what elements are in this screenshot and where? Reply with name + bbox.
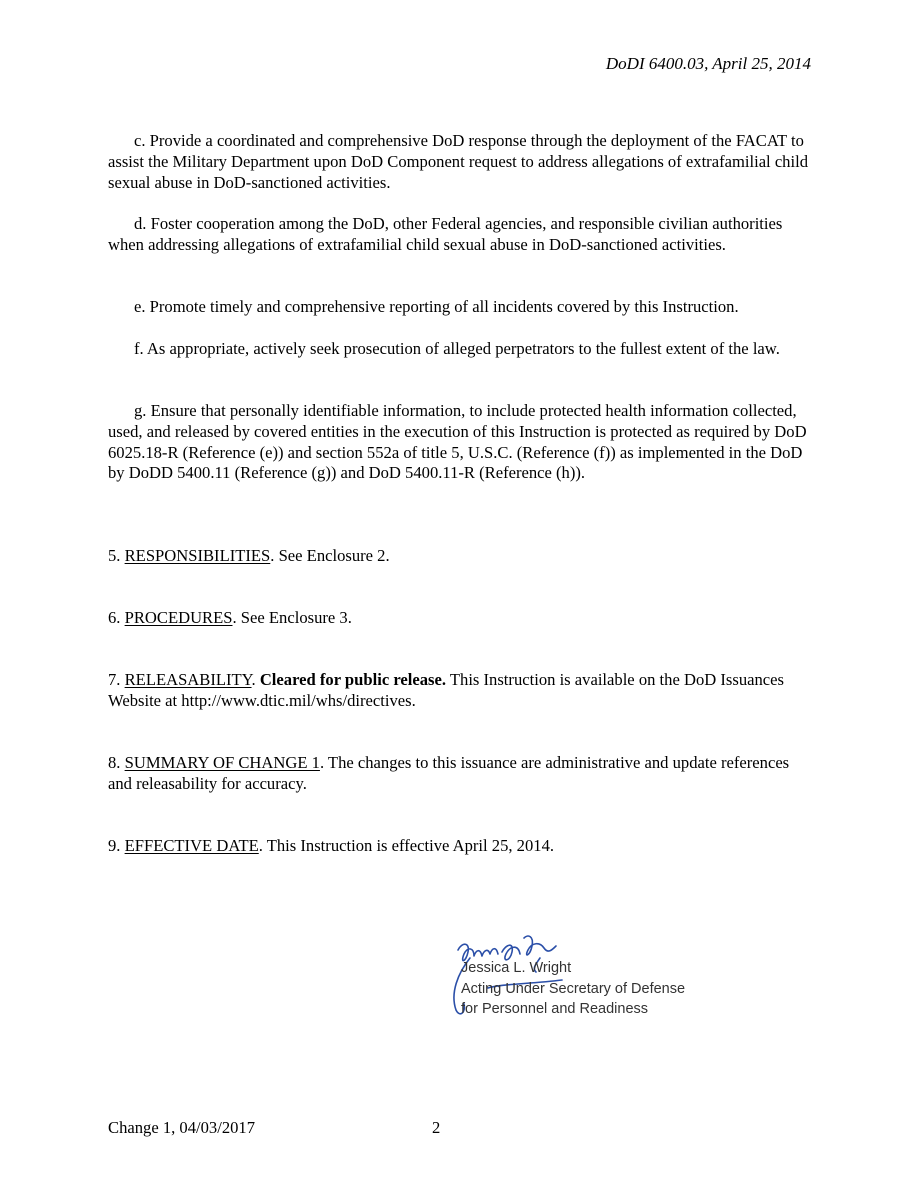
page-number: 2 [432, 1118, 441, 1137]
paragraph-f [108, 339, 812, 360]
section-8 [108, 753, 812, 795]
paragraph-g [108, 401, 812, 484]
section-6-number: 6. [108, 608, 121, 627]
section-8-text: . The changes to this issuance are administrative and update references and releasability for accuracy. [108, 753, 790, 793]
footer-change: Change 1, 04/03/2017 [108, 1118, 256, 1137]
paragraph-c [108, 131, 812, 193]
paragraph-e-text: e. Promote timely and comprehensive reporting of all incidents covered by this Instruction. [134, 297, 739, 316]
section-6-text: . See Enclosure 3. [232, 608, 352, 627]
section-5-text: . See Enclosure 2. [270, 546, 390, 565]
section-8-number: 8. [108, 753, 121, 772]
signer-title-line-2: for Personnel and Readiness [461, 1001, 649, 1017]
section-5-heading: RESPONSIBILITIES [124, 546, 271, 565]
paragraph-c-text: c. Provide a coordinated and comprehensive DoD response through the deployment of the FACAT to assist the Military Department upon DoD Component request to address allegations of extrafamilial child sexual abuse in DoD-sanctioned activities. [108, 131, 809, 192]
paragraph-f-text: f. As appropriate, actively seek prosecution of alleged perpetrators to the fullest extent of the law. [134, 339, 780, 358]
section-7-number: 7. [108, 670, 121, 689]
paragraph-d-text: d. Foster cooperation among the DoD, other Federal agencies, and responsible civilian authorities when addressing allegations of extrafamilial child sexual abuse in DoD-sanctioned activities. [108, 214, 783, 254]
signature-block [440, 928, 740, 1023]
paragraph-d [108, 214, 812, 256]
section-9-number: 9. [108, 836, 121, 855]
signer-title-line-1: Acting Under Secretary of Defense [461, 981, 686, 997]
signer-name: Jessica L. Wright [461, 960, 572, 976]
page-header: DoDI 6400.03, April 25, 2014 [605, 54, 811, 73]
section-9 [108, 836, 812, 857]
section-7-text: This Instruction is available on the DoD Issuances Website at http://www.dtic.mil/whs/directives. [108, 670, 784, 710]
section-9-heading: EFFECTIVE DATE [124, 836, 259, 855]
paragraph-g-text: g. Ensure that personally identifiable information, to include protected health information collected, used, and released by covered entities in the execution of this Instruction is protected as required by DoD 6025.18-R (Reference (e)) and section 552a of title 5, U.S.C. (Reference (f)) as implemented in the DoD by DoDD 5400.11 (Reference (g)) and DoD 5400.11-R (Reference (h)). [108, 401, 807, 483]
section-6-heading: PROCEDURES [124, 608, 233, 627]
section-7-bold: Cleared for public release. [259, 670, 447, 689]
section-9-text: . This Instruction is effective April 25, 2014. [258, 836, 555, 855]
section-8-heading: SUMMARY OF CHANGE 1 [124, 753, 320, 772]
section-6 [108, 608, 812, 629]
section-5 [108, 546, 812, 567]
section-7: 7. RELEASABILITY. Cleared for public release. This Instruction is available on the DoD Issuances Website at http://www.dtic.mil/whs/directives. [108, 670, 784, 710]
section-5-number: 5. [108, 546, 121, 565]
paragraph-e [108, 297, 812, 318]
section-7-heading: RELEASABILITY [124, 670, 252, 689]
